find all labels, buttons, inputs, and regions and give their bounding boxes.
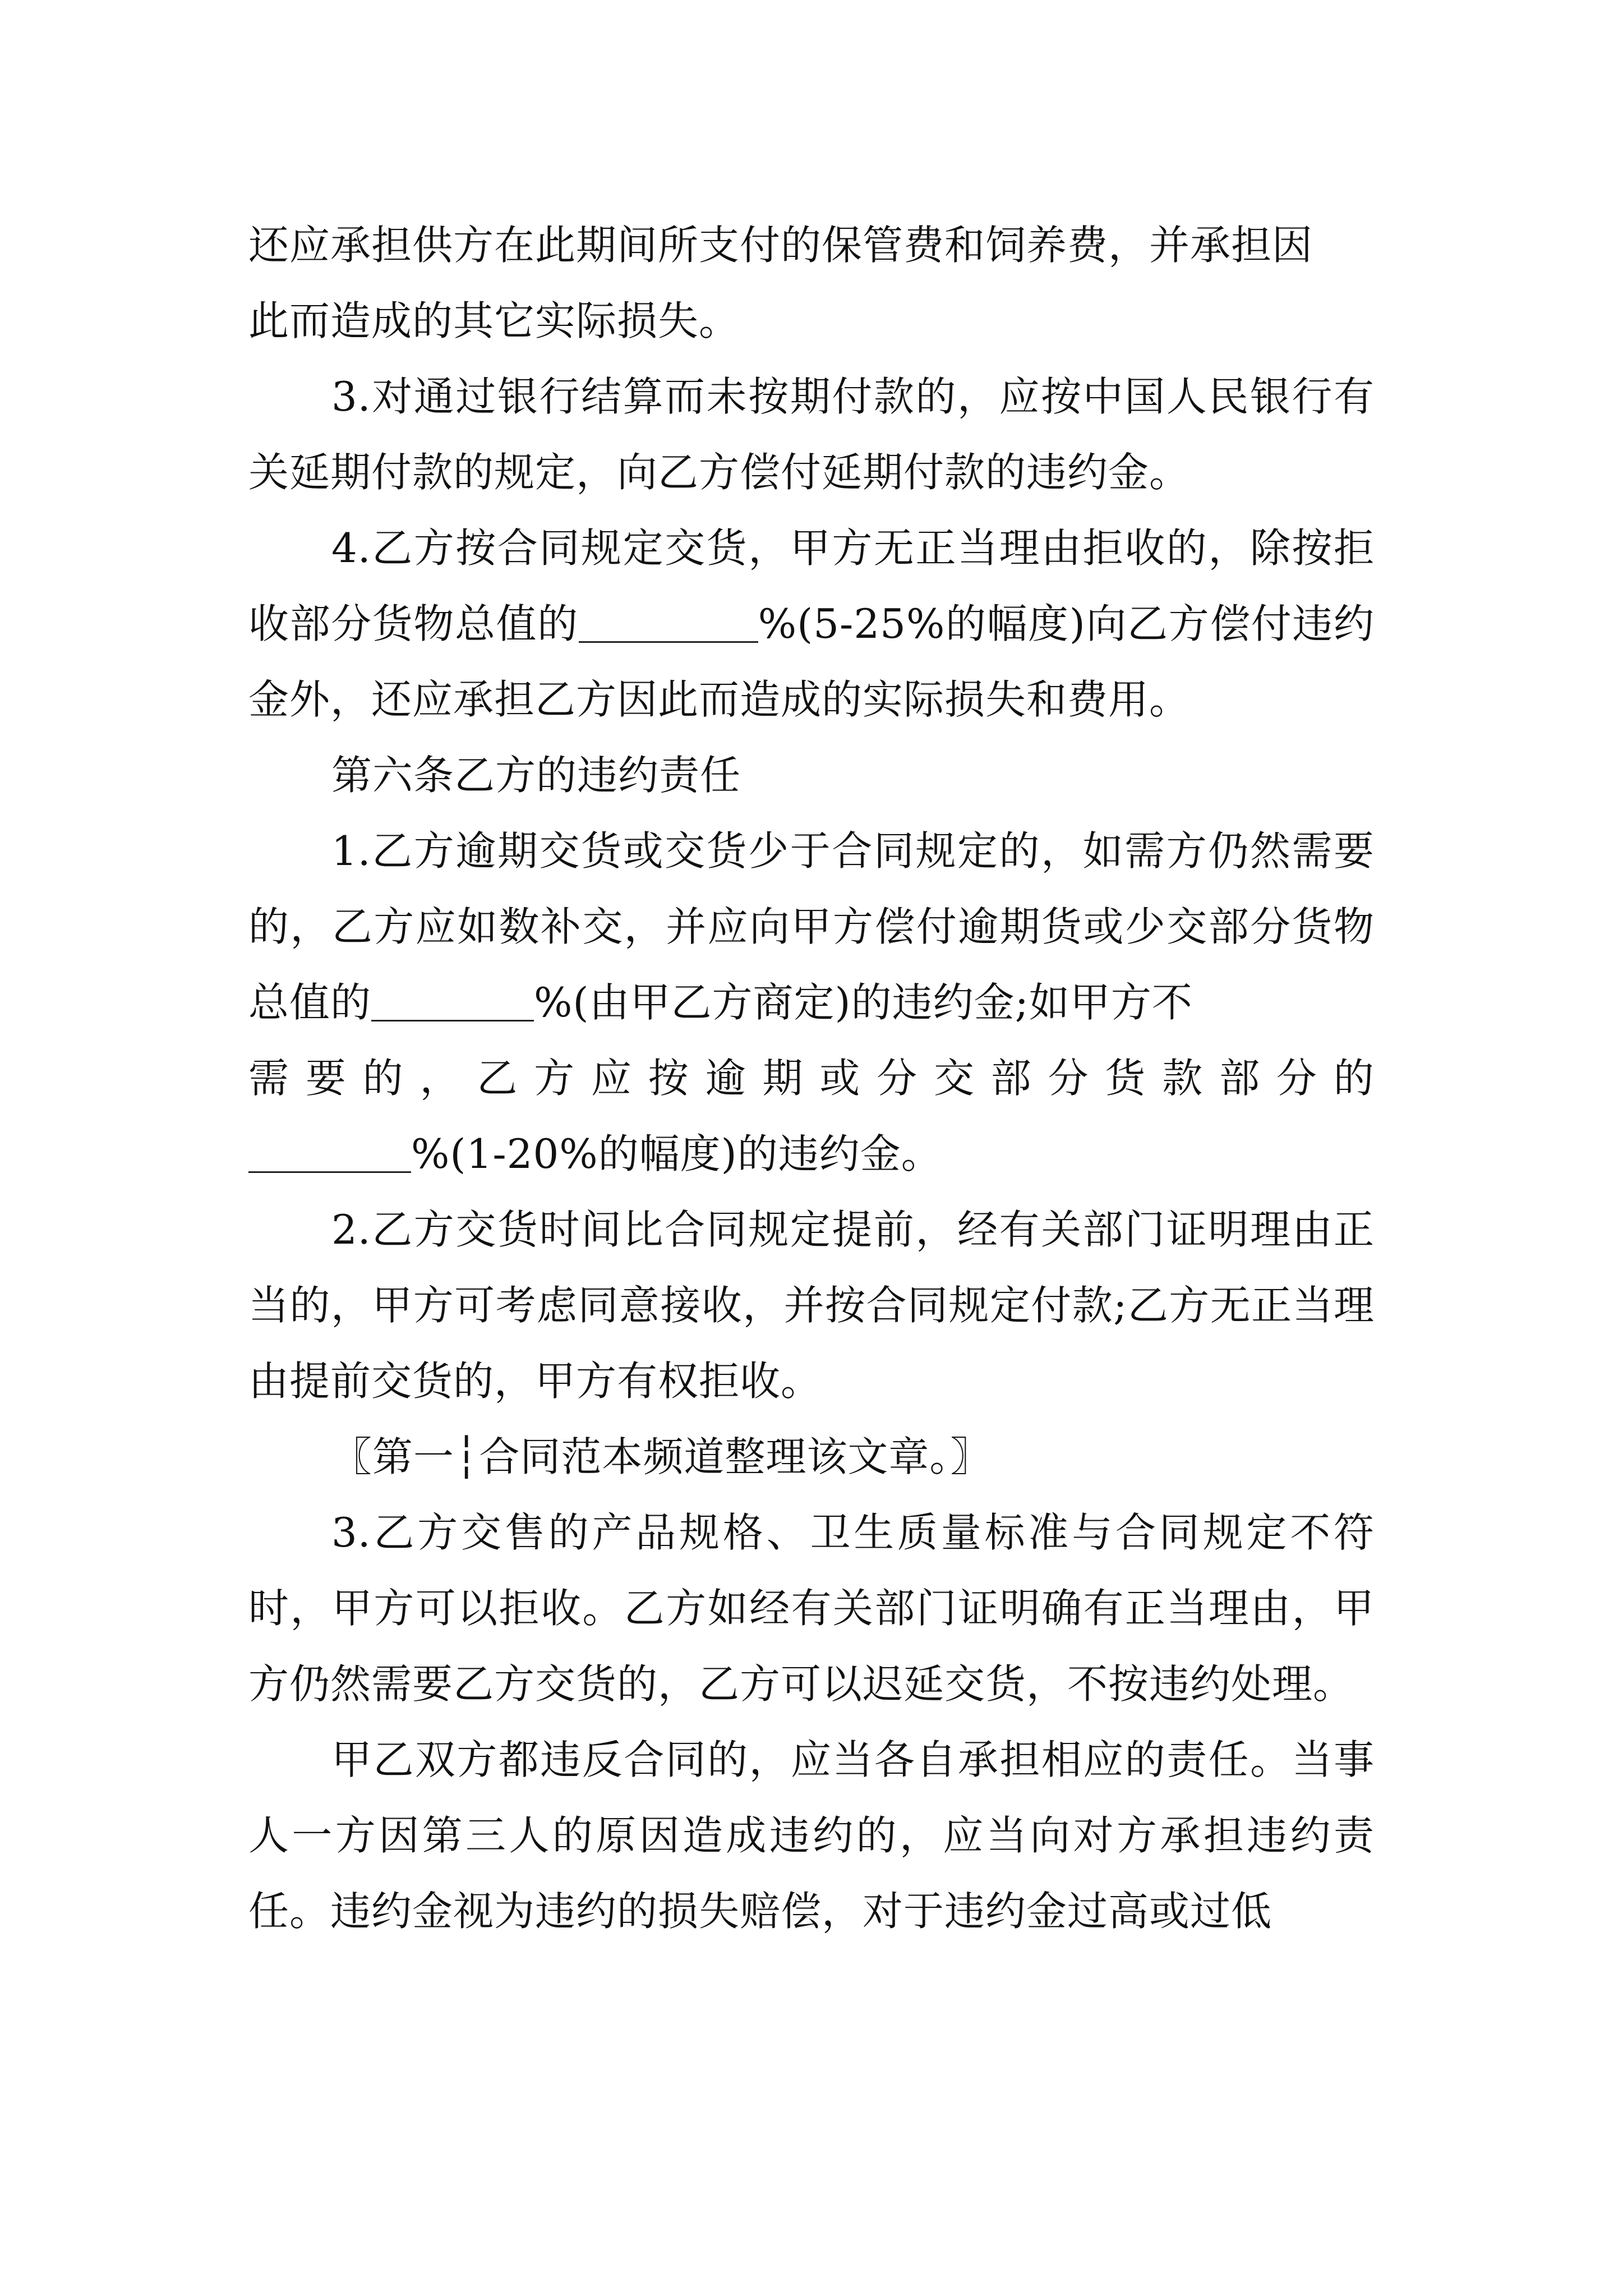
spread-char: 需 bbox=[248, 1055, 290, 1102]
clause-4-refusal bbox=[248, 510, 1375, 738]
paragraph-continuation-line-2: 此而造成的其它实际损失。 bbox=[248, 297, 740, 344]
paragraph-continuation bbox=[248, 208, 1375, 359]
spread-char: 应 bbox=[591, 1055, 632, 1102]
spread-char: 部 bbox=[1219, 1055, 1261, 1102]
spread-char: 逾 bbox=[705, 1055, 746, 1102]
spread-char: 或 bbox=[819, 1055, 861, 1102]
spread-char: 按 bbox=[648, 1055, 689, 1102]
blank-line bbox=[579, 601, 758, 643]
spread-char: 方 bbox=[534, 1055, 575, 1102]
spread-char: 分 bbox=[1276, 1055, 1317, 1102]
paragraph-mutual-breach: 甲乙双方都违反合同的，应当各自承担相应的责任。当事人一方因第三人的原因造成违约的，应当向对方承担违约责任。违约金视为违约的损失赔偿，对于违约金过高或过低 bbox=[248, 1736, 1375, 1935]
spread-char: 交 bbox=[933, 1055, 975, 1102]
document-body bbox=[248, 208, 1375, 1949]
spread-char: ， bbox=[419, 1055, 461, 1102]
clause-4-text-after: %(5-25%的幅度)向乙方偿付违约金外，还应承担乙方因此而造成的实际损失和费用。 bbox=[248, 600, 1375, 723]
clause-1-late-delivery bbox=[248, 813, 1375, 1041]
spread-char: 乙 bbox=[477, 1055, 518, 1102]
clause-1-spread-text bbox=[248, 1041, 1375, 1116]
clause-1-spread-line bbox=[248, 1041, 1375, 1116]
spread-char: 的 bbox=[362, 1055, 404, 1102]
blank-line bbox=[248, 1131, 411, 1173]
spread-char: 要 bbox=[305, 1055, 347, 1102]
blank-line bbox=[371, 979, 534, 1022]
clause-2-early-delivery: 2.乙方交货时间比合同规定提前，经有关部门证明理由正当的，甲方可考虑同意接收，并按合同规定付款;乙方无正当理由提前交货的，甲方有权拒收。 bbox=[248, 1206, 1375, 1405]
spread-char: 分 bbox=[1048, 1055, 1089, 1102]
clause-1-final-line bbox=[248, 1116, 1375, 1192]
clause-3-bank-payment: 3.对通过银行结算而未按期付款的，应按中国人民银行有关延期付款的规定，向乙方偿付延期付款的违约金。 bbox=[248, 373, 1375, 496]
spread-char: 分 bbox=[877, 1055, 918, 1102]
spread-char: 期 bbox=[762, 1055, 804, 1102]
paragraph-continuation-line-1: 还应承担供方在此期间所支付的保管费和饲养费，并承担因 bbox=[248, 222, 1313, 269]
clause-1-text-middle: %(由甲乙方商定)的违约金;如甲方不 bbox=[534, 979, 1193, 1026]
spread-char: 部 bbox=[990, 1055, 1032, 1102]
spread-char: 款 bbox=[1162, 1055, 1204, 1102]
clause-1-text-after: %(1-20%的幅度)的违约金。 bbox=[411, 1130, 942, 1177]
clause-4-text-before: 4.乙方按合同规定交货，甲方无正当理由拒收的，除按拒收部分货物总值的 bbox=[248, 524, 1375, 647]
spread-char: 的 bbox=[1333, 1055, 1375, 1102]
clause-1-text-before: 1.乙方逾期交货或交货少于合同规定的，如需方仍然需要的，乙方应如数补交，并应向甲方偿付逾期货或少交部分货物总值的 bbox=[248, 827, 1375, 1026]
section-6-title: 第六条乙方的违约责任 bbox=[331, 752, 741, 799]
spread-char: 货 bbox=[1105, 1055, 1146, 1102]
clause-3-quality-mismatch: 3.乙方交售的产品规格、卫生质量标准与合同规定不符时，甲方可以拒收。乙方如经有关部门证明确有正当理由，甲方仍然需要乙方交货的，乙方可以迟延交货，不按违约处理。 bbox=[248, 1509, 1375, 1708]
channel-note: 〖第一┆合同范本频道整理该文章。〗 bbox=[331, 1433, 992, 1480]
